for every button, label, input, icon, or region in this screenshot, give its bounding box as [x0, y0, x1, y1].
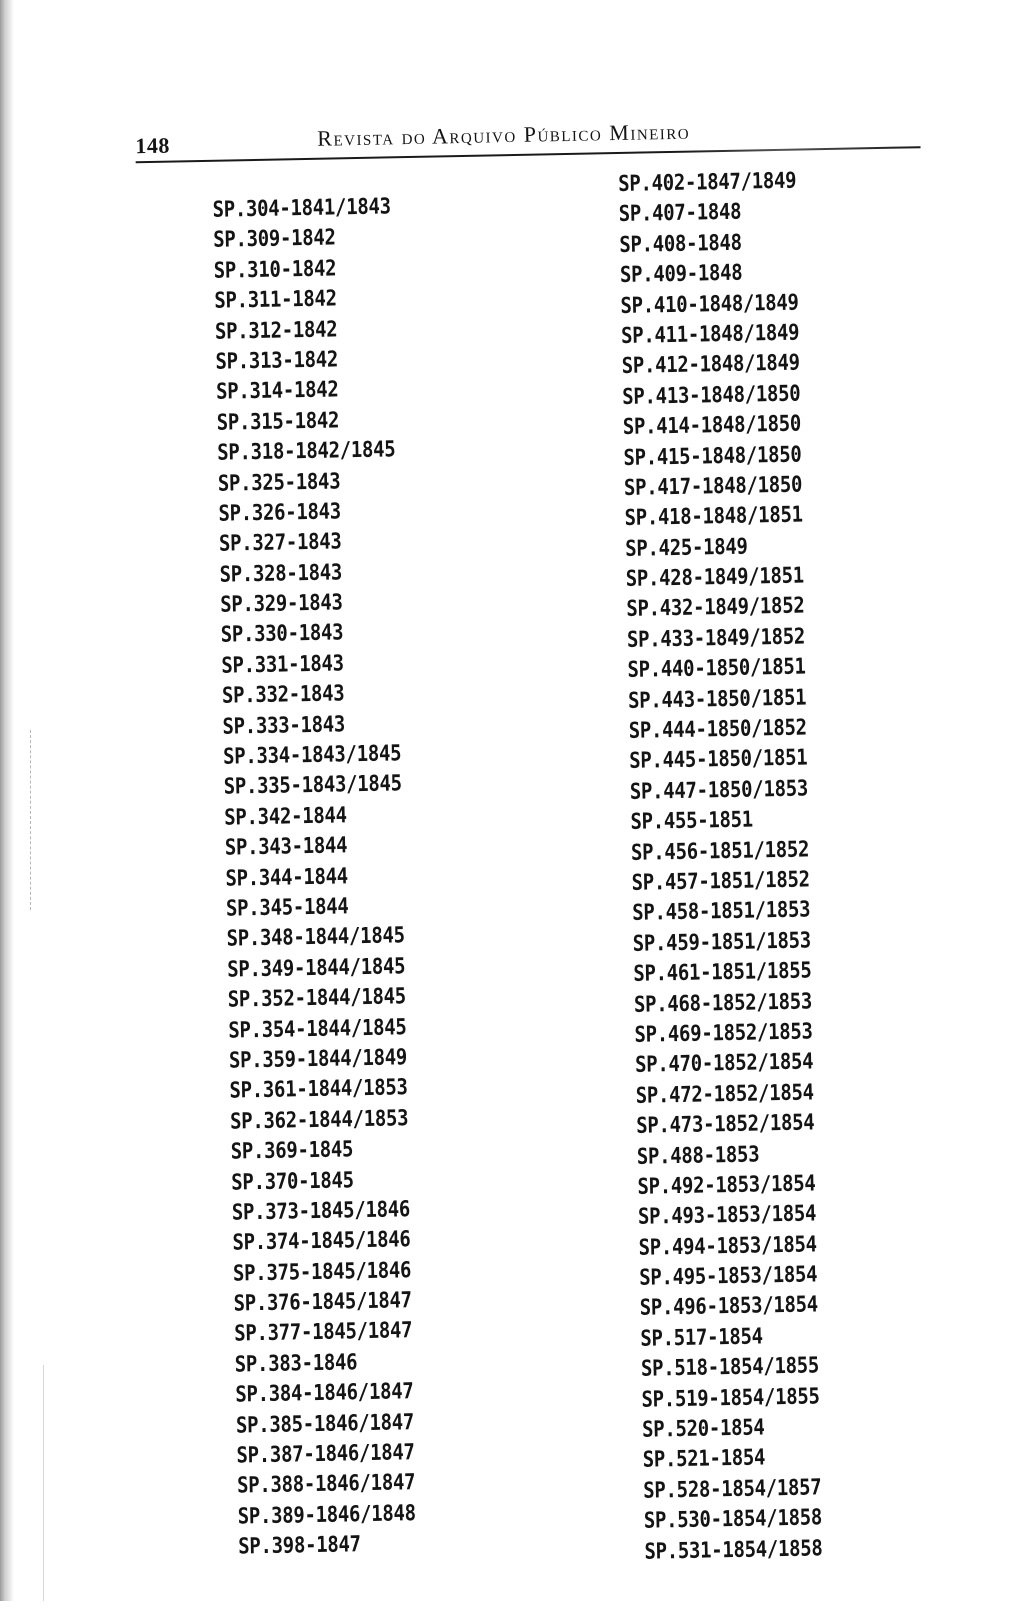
list-item: SP.412-1848/1849: [621, 350, 801, 380]
list-item: SP.402-1847/1849: [617, 168, 797, 197]
list-item: SP.304-1841/1843: [212, 194, 391, 223]
list-item: SP.375-1845/1846: [232, 1257, 412, 1287]
list-item: SP.349-1844/1845: [226, 954, 406, 983]
running-title: Revista do Arquivo Público Mineiro: [317, 118, 691, 151]
list-item: SP.461-1851/1855: [633, 958, 812, 988]
page-number: 148: [135, 132, 171, 159]
list-item: SP.520-1854: [641, 1415, 765, 1443]
list-item: SP.345-1844: [225, 894, 349, 922]
list-item: SP.459-1851/1853: [632, 928, 812, 957]
list-item: SP.517-1854: [640, 1324, 764, 1352]
list-item: SP.388-1846/1847: [236, 1470, 416, 1499]
list-item: SP.312-1842: [214, 316, 338, 345]
list-item: SP.469-1852/1853: [634, 1019, 813, 1048]
list-item: SP.417-1848/1850: [623, 472, 803, 501]
list-item: SP.377-1845/1847: [233, 1318, 413, 1348]
list-item: SP.361-1844/1853: [229, 1075, 408, 1104]
list-item: SP.494-1853/1854: [638, 1232, 817, 1261]
list-item: SP.389-1846/1848: [237, 1500, 417, 1530]
list-item: SP.432-1849/1852: [626, 593, 805, 623]
list-item: SP.440-1850/1851: [627, 654, 806, 684]
list-item: SP.314-1842: [215, 377, 339, 406]
list-item: SP.414-1848/1850: [622, 411, 802, 441]
list-item: SP.311-1842: [214, 286, 338, 314]
list-item: SP.398-1847: [238, 1532, 361, 1560]
list-item: SP.326-1843: [218, 499, 342, 527]
list-item: SP.418-1848/1851: [624, 502, 803, 532]
list-item: SP.352-1844/1845: [227, 984, 407, 1013]
page-header: [135, 110, 921, 165]
list-item: SP.310-1842: [213, 256, 337, 284]
list-item: SP.344-1844: [225, 863, 349, 892]
list-item: SP.519-1854/1855: [641, 1383, 820, 1413]
list-item: SP.445-1850/1851: [629, 745, 808, 775]
list-item: SP.496-1853/1854: [639, 1292, 819, 1322]
list-item: SP.385-1846/1847: [235, 1409, 415, 1439]
list-item: SP.444-1850/1852: [628, 715, 808, 744]
list-item: SP.407-1848: [618, 200, 742, 228]
list-item: SP.447-1850/1853: [629, 776, 809, 805]
list-item: SP.313-1842: [215, 347, 339, 375]
list-item: SP.472-1852/1854: [635, 1080, 815, 1109]
right-column: [618, 166, 852, 1568]
list-item: SP.383-1846: [234, 1350, 358, 1378]
list-item: SP.376-1845/1847: [233, 1288, 412, 1317]
list-item: SP.384-1846/1847: [235, 1379, 414, 1408]
list-item: SP.387-1846/1847: [236, 1440, 415, 1469]
list-item: SP.425-1849: [624, 534, 748, 562]
list-item: SP.342-1844: [224, 803, 347, 831]
list-item: SP.373-1845/1846: [231, 1197, 411, 1226]
list-item: SP.370-1845: [231, 1167, 354, 1196]
list-item: SP.327-1843: [218, 529, 342, 558]
list-item: SP.315-1842: [216, 408, 340, 436]
list-item: SP.309-1842: [212, 225, 336, 254]
list-item: SP.328-1843: [219, 560, 343, 588]
list-item: SP.518-1854/1855: [640, 1353, 820, 1383]
list-item: SP.411-1848/1849: [620, 320, 800, 349]
list-item: SP.528-1854/1857: [643, 1475, 822, 1504]
list-item: SP.335-1843/1845: [223, 771, 403, 801]
list-item: SP.456-1851/1852: [630, 837, 810, 866]
list-item: SP.433-1849/1852: [626, 624, 806, 653]
list-item: SP.330-1843: [220, 620, 344, 649]
list-item: SP.331-1843: [221, 651, 345, 679]
list-item: SP.409-1848: [619, 260, 743, 289]
list-item: SP.318-1842/1845: [217, 437, 396, 466]
list-item: SP.473-1852/1854: [636, 1110, 815, 1139]
list-item: SP.359-1844/1849: [228, 1045, 408, 1074]
list-item: SP.369-1845: [230, 1137, 354, 1165]
list-item: SP.468-1852/1853: [633, 988, 813, 1018]
list-item: SP.492-1853/1854: [637, 1171, 816, 1200]
list-item: SP.531-1854/1858: [644, 1535, 823, 1565]
list-item: SP.470-1852/1854: [634, 1049, 814, 1079]
list-item: SP.488-1853: [636, 1141, 760, 1170]
list-item: SP.428-1849/1851: [625, 563, 805, 593]
left-column: [212, 192, 445, 1563]
list-item: SP.333-1843: [222, 711, 346, 740]
list-item: SP.334-1843/1845: [222, 741, 402, 770]
list-item: SP.457-1851/1852: [631, 867, 810, 896]
list-item: SP.374-1845/1846: [232, 1227, 411, 1256]
list-item: SP.329-1843: [219, 590, 343, 618]
header-rule: [136, 146, 921, 163]
list-item: SP.413-1848/1850: [622, 381, 801, 410]
list-item: SP.521-1854: [642, 1445, 766, 1474]
list-item: SP.348-1844/1845: [226, 923, 405, 953]
list-item: SP.325-1843: [217, 468, 341, 497]
list-item: SP.343-1844: [224, 833, 348, 861]
list-item: SP.408-1848: [619, 230, 743, 258]
list-item: SP.458-1851/1853: [631, 897, 811, 927]
list-item: SP.332-1843: [221, 681, 345, 709]
list-item: SP.410-1848/1849: [620, 290, 799, 319]
list-item: SP.354-1844/1845: [228, 1014, 407, 1044]
list-item: SP.415-1848/1850: [623, 442, 802, 471]
list-item: SP.455-1851: [630, 807, 754, 836]
list-item: SP.493-1853/1854: [637, 1201, 817, 1231]
list-item: SP.530-1854/1858: [643, 1505, 823, 1534]
list-item: SP.495-1853/1854: [638, 1262, 818, 1291]
list-item: SP.443-1850/1851: [627, 685, 807, 714]
list-item: SP.362-1844/1853: [229, 1105, 409, 1135]
